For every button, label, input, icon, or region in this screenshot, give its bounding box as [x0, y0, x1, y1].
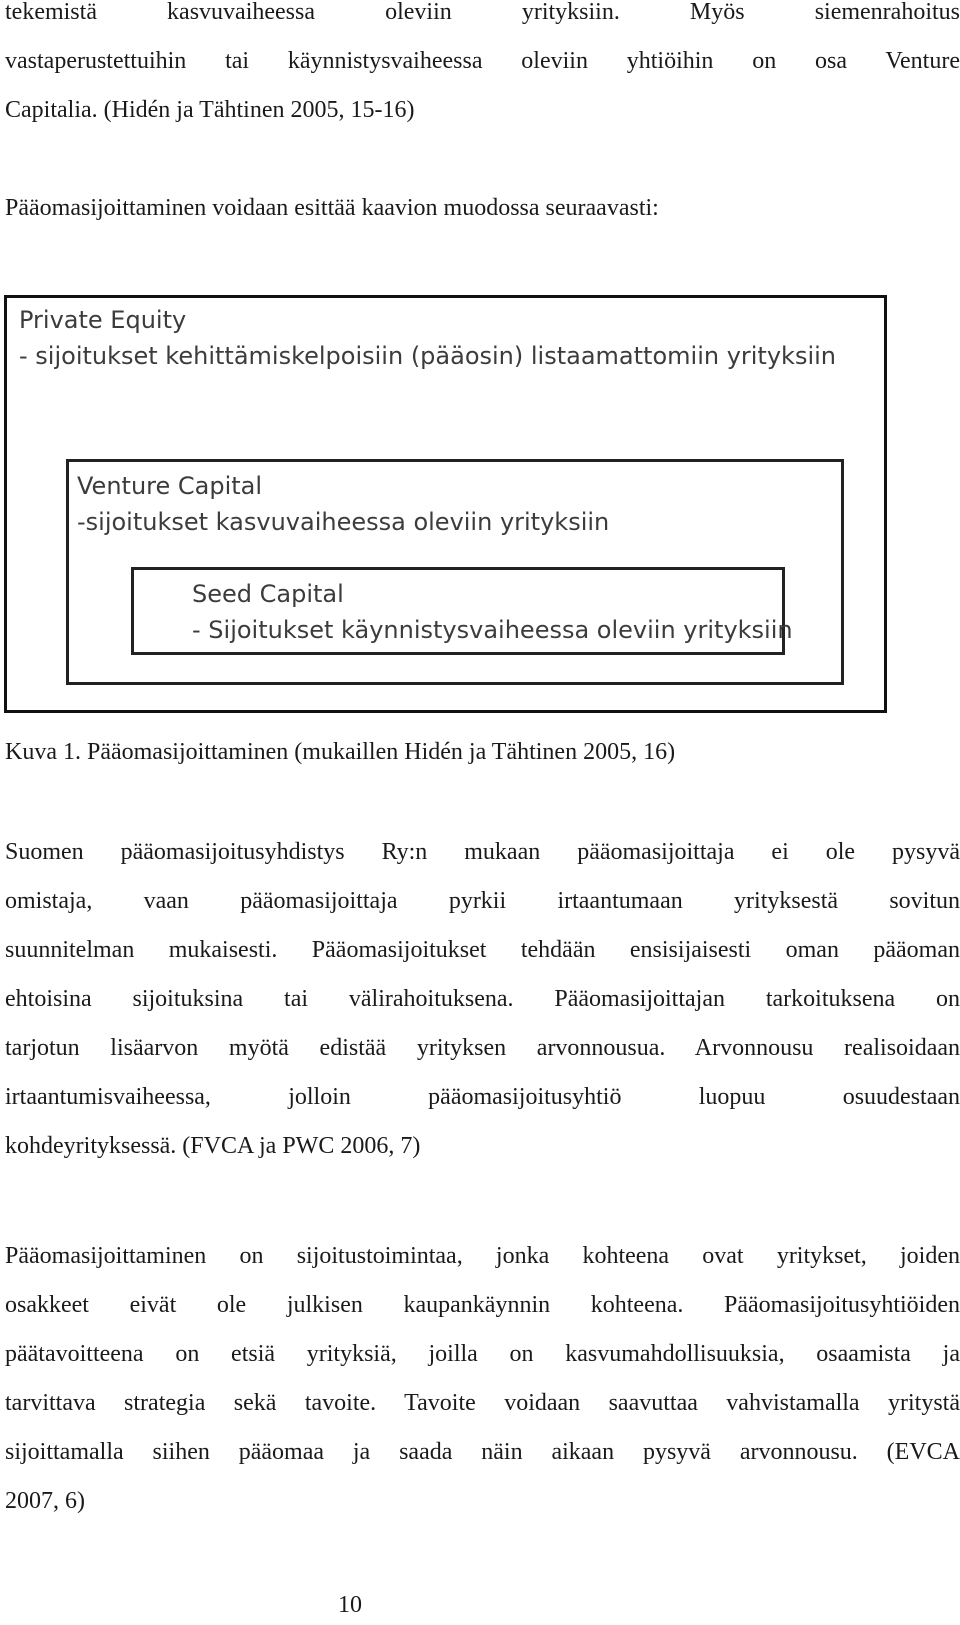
intro-paragraph — [5, 0, 960, 135]
seed-capital-box — [131, 567, 793, 655]
paragraph-line: suunnitelman mukaisesti. Pääomasijoitukset tehdään ensisijaisesti oman pääoman — [5, 937, 960, 963]
paragraph-line: 2007, 6) — [5, 1488, 85, 1514]
venture-capital-description: -sijoitukset kasvuvaiheessa oleviin yrityksiin — [77, 508, 610, 536]
seed-capital-label — [192, 576, 793, 648]
paragraph-line: Suomen pääomasijoitusyhdistys Ry:n mukaan pääomasijoittaja ei ole pysyvä — [5, 839, 960, 865]
seed-capital-title: Seed Capital — [192, 580, 344, 608]
page-number: 10 — [338, 1592, 362, 1618]
venture-capital-title: Venture Capital — [77, 472, 263, 500]
venture-capital-box — [66, 459, 844, 685]
seed-capital-description: - Sijoitukset käynnistysvaiheessa oleviin yrityksiin — [192, 616, 793, 644]
paragraph-line: tarjotun lisäarvon myötä edistää yrityksen arvonnousua. Arvonnousu realisoidaan — [5, 1035, 960, 1061]
paragraph-3 — [5, 1232, 960, 1526]
paragraph-line: sijoittamalla siihen pääomaa ja saada näin aikaan pysyvä arvonnousu. (EVCA — [5, 1439, 960, 1465]
paragraph-line: ehtoisina sijoituksina tai välirahoituksena. Pääomasijoittajan tarkoituksena on — [5, 986, 960, 1012]
figure-lead-in: Pääomasijoittaminen voidaan esittää kaavion muodossa seuraavasti: — [5, 195, 659, 221]
venture-capital-label — [77, 468, 609, 540]
private-equity-description: - sijoitukset kehittämiskelpoisiin (pääosin) listaamattomiin yrityksiin — [19, 342, 836, 370]
intro-line: Capitalia. (Hidén ja Tähtinen 2005, 15-16) — [5, 97, 415, 123]
paragraph-line: päätavoitteena on etsiä yrityksiä, joilla on kasvumahdollisuuksia, osaamista ja — [5, 1341, 960, 1367]
private-equity-box — [4, 295, 887, 713]
private-equity-title: Private Equity — [19, 306, 187, 334]
intro-line: tekemistä kasvuvaiheessa oleviin yrityksiin. Myös siemenrahoitus — [5, 0, 960, 25]
paragraph-line: tarvittava strategia sekä tavoite. Tavoite voidaan saavuttaa vahvistamalla yritystä — [5, 1390, 960, 1416]
paragraph-line: osakkeet eivät ole julkisen kaupankäynnin kohteena. Pääomasijoitusyhtiöiden — [5, 1292, 960, 1318]
paragraph-line: omistaja, vaan pääomasijoittaja pyrkii irtaantumaan yrityksestä sovitun — [5, 888, 960, 914]
paragraph-line: Pääomasijoittaminen on sijoitustoimintaa, jonka kohteena ovat yritykset, joiden — [5, 1243, 960, 1269]
paragraph-line: irtaantumisvaiheessa, jolloin pääomasijoitusyhtiö luopuu osuudestaan — [5, 1084, 960, 1110]
private-equity-label — [19, 302, 836, 374]
paragraph-2 — [5, 828, 960, 1171]
intro-line: vastaperustettuihin tai käynnistysvaiheessa oleviin yhtiöihin on osa Venture — [5, 48, 960, 74]
paragraph-line: kohdeyrityksessä. (FVCA ja PWC 2006, 7) — [5, 1133, 421, 1159]
figure-caption: Kuva 1. Pääomasijoittaminen (mukaillen Hidén ja Tähtinen 2005, 16) — [5, 739, 676, 765]
